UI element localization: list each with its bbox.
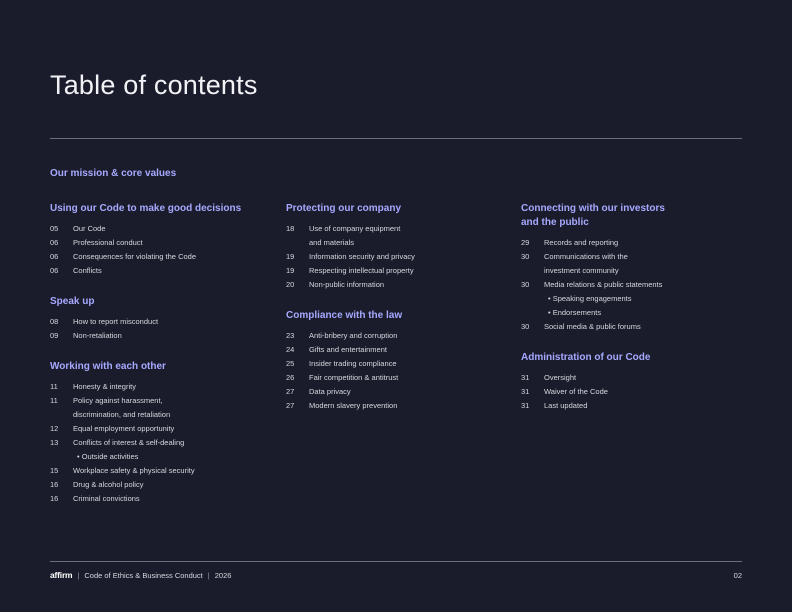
toc-section bbox=[521, 202, 736, 334]
entry-title: Workplace safety & physical security bbox=[73, 466, 195, 475]
toc-section bbox=[286, 309, 501, 413]
toc-subentry[interactable]: • Speaking engagements bbox=[548, 294, 632, 303]
page-number-label: 31 bbox=[521, 401, 530, 410]
toc-section bbox=[50, 202, 265, 278]
toc-entry[interactable] bbox=[521, 250, 736, 264]
document-name: Code of Ethics & Business Conduct bbox=[84, 570, 203, 580]
page-number-label: 30 bbox=[521, 322, 530, 331]
page-number-label: 16 bbox=[50, 480, 59, 489]
section-heading-text: Working with each other bbox=[50, 361, 166, 372]
page-number-label: 29 bbox=[521, 238, 530, 247]
entry-title: Records and reporting bbox=[544, 238, 619, 247]
entry-title: Media relations & public statements bbox=[544, 280, 663, 289]
toc-entry[interactable] bbox=[286, 343, 501, 357]
toc-entry[interactable] bbox=[286, 264, 501, 278]
entry-title: Conflicts of interest & self-dealing bbox=[73, 438, 185, 447]
entry-title: discrimination, and retaliation bbox=[73, 410, 171, 419]
page-number-label: 30 bbox=[521, 252, 530, 261]
section-heading[interactable] bbox=[521, 351, 736, 365]
page-number-label: 31 bbox=[521, 387, 530, 396]
section-heading[interactable] bbox=[50, 360, 265, 374]
page-number-label: 24 bbox=[286, 345, 295, 354]
page-number-label: 20 bbox=[286, 280, 295, 289]
toc-entry[interactable] bbox=[286, 385, 501, 399]
page-number-label: 08 bbox=[50, 317, 59, 326]
page-number-label: 06 bbox=[50, 252, 59, 261]
entry-title: Criminal convictions bbox=[73, 494, 140, 503]
toc-entry-continued[interactable] bbox=[521, 264, 736, 278]
page-number-label: 27 bbox=[286, 387, 295, 396]
section-heading[interactable] bbox=[286, 309, 501, 323]
toc-entry[interactable] bbox=[286, 329, 501, 343]
entry-title: Gifts and entertainment bbox=[309, 345, 387, 354]
toc-entry[interactable] bbox=[50, 222, 265, 236]
page-number-label: 25 bbox=[286, 359, 295, 368]
entry-title: Fair competition & antitrust bbox=[309, 373, 399, 382]
toc-entry[interactable] bbox=[521, 278, 736, 292]
entry-title: Non-retaliation bbox=[73, 331, 122, 340]
page-number-label: 16 bbox=[50, 494, 59, 503]
entry-title: Waiver of the Code bbox=[544, 387, 608, 396]
footer-separator: | bbox=[77, 570, 80, 580]
page-number-label: 23 bbox=[286, 331, 295, 340]
section-heading[interactable] bbox=[521, 202, 736, 230]
toc-entry[interactable] bbox=[286, 371, 501, 385]
entry-title: Drug & alcohol policy bbox=[73, 480, 144, 489]
toc-entry-continued[interactable] bbox=[286, 236, 501, 250]
entry-title: Honesty & integrity bbox=[73, 382, 136, 391]
toc-entry[interactable] bbox=[50, 492, 265, 506]
section-heading[interactable] bbox=[286, 202, 501, 216]
toc-entry[interactable] bbox=[286, 357, 501, 371]
toc-entry[interactable] bbox=[50, 464, 265, 478]
toc-section bbox=[286, 202, 501, 292]
toc-section bbox=[50, 295, 265, 343]
page-number-label: 18 bbox=[286, 224, 295, 233]
toc-entry[interactable] bbox=[50, 380, 265, 394]
entry-title: Communications with the bbox=[544, 252, 628, 261]
page-number-label: 19 bbox=[286, 252, 295, 261]
toc-entry-continued[interactable] bbox=[50, 408, 265, 422]
entry-title: Last updated bbox=[544, 401, 588, 410]
entry-title: Information security and privacy bbox=[309, 252, 415, 261]
toc-entry[interactable] bbox=[286, 399, 501, 413]
page-number-label: 06 bbox=[50, 266, 59, 275]
entry-title: Oversight bbox=[544, 373, 577, 382]
entry-title: Respecting intellectual property bbox=[309, 266, 414, 275]
page-number: 02 bbox=[733, 570, 742, 580]
page-title: Table of contents bbox=[50, 70, 258, 100]
affirm-logo: affirm bbox=[50, 570, 73, 580]
toc-section bbox=[50, 360, 265, 506]
entry-title: Insider trading compliance bbox=[309, 359, 397, 368]
entry-title: Policy against harassment, bbox=[73, 396, 163, 405]
toc-entry[interactable] bbox=[521, 320, 736, 334]
toc-entry[interactable] bbox=[50, 236, 265, 250]
entry-title: Modern slavery prevention bbox=[309, 401, 398, 410]
toc-entry[interactable] bbox=[286, 278, 501, 292]
page-number-label: 11 bbox=[50, 396, 58, 405]
toc-entry[interactable] bbox=[521, 371, 736, 385]
footer-separator: | bbox=[207, 570, 210, 580]
toc-subentry[interactable]: • Outside activities bbox=[77, 452, 139, 461]
page-number-label: 26 bbox=[286, 373, 295, 382]
page-number-label: 27 bbox=[286, 401, 295, 410]
toc-entry[interactable] bbox=[50, 436, 265, 450]
entry-title: Data privacy bbox=[309, 387, 351, 396]
entry-title: How to report misconduct bbox=[73, 317, 159, 326]
section-heading-text: Protecting our company bbox=[286, 203, 402, 214]
page-number-spacer bbox=[50, 408, 73, 422]
page-number-label: 31 bbox=[521, 373, 530, 382]
section-heading[interactable] bbox=[50, 295, 265, 309]
section-heading-text: Speak up bbox=[50, 296, 95, 307]
page-number-label: 15 bbox=[50, 466, 59, 475]
section-heading-text: and the public bbox=[521, 217, 589, 228]
toc-entry[interactable] bbox=[50, 264, 265, 278]
entry-title: Use of company equipment bbox=[309, 224, 401, 233]
entry-title: Social media & public forums bbox=[544, 322, 641, 331]
page-number-label: 13 bbox=[50, 438, 59, 447]
toc-entry[interactable] bbox=[50, 250, 265, 264]
toc-entry[interactable] bbox=[50, 422, 265, 436]
entry-title: and materials bbox=[309, 238, 355, 247]
page-number-label: 12 bbox=[50, 424, 59, 433]
section-heading-text: Using our Code to make good decisions bbox=[50, 203, 242, 214]
page-number-label: 06 bbox=[50, 238, 59, 247]
entry-title: Consequences for violating the Code bbox=[73, 252, 196, 261]
entry-title: Anti-bribery and corruption bbox=[309, 331, 398, 340]
section-heading[interactable] bbox=[50, 202, 265, 216]
toc-subentry[interactable]: • Endorsements bbox=[548, 308, 602, 317]
entry-title: Non-public information bbox=[309, 280, 385, 289]
page-number-label: 11 bbox=[50, 382, 58, 391]
toc-entry[interactable] bbox=[521, 399, 736, 413]
page-number-label: 05 bbox=[50, 224, 59, 233]
footer-divider bbox=[50, 561, 742, 562]
page-number-label: 19 bbox=[286, 266, 295, 275]
footer bbox=[50, 570, 742, 580]
toc-entry[interactable] bbox=[50, 329, 265, 343]
toc-entry[interactable] bbox=[50, 315, 265, 329]
header-divider bbox=[50, 138, 742, 139]
toc-column-2 bbox=[286, 202, 501, 430]
page-number-label: 30 bbox=[521, 280, 530, 289]
entry-title: Professional conduct bbox=[73, 238, 143, 247]
page-number-spacer bbox=[286, 236, 309, 250]
entry-title: Our Code bbox=[73, 224, 106, 233]
toc-column-3 bbox=[521, 202, 736, 430]
section-heading-text: Administration of our Code bbox=[521, 352, 651, 363]
toc-entry[interactable] bbox=[521, 236, 736, 250]
document-year: 2026 bbox=[214, 570, 232, 580]
toc-entry[interactable] bbox=[286, 250, 501, 264]
section-heading-text: Compliance with the law bbox=[286, 310, 403, 321]
toc-entry[interactable] bbox=[50, 478, 265, 492]
section-heading-text: Connecting with our investors bbox=[521, 203, 665, 214]
page-number-spacer bbox=[521, 264, 544, 278]
toc-column-1 bbox=[50, 202, 265, 523]
page-number-label: 09 bbox=[50, 331, 59, 340]
entry-title: Conflicts bbox=[73, 266, 102, 275]
entry-title: investment community bbox=[544, 266, 619, 275]
toc-link-mission[interactable]: Our mission & core values bbox=[50, 168, 177, 179]
toc-entry[interactable] bbox=[521, 385, 736, 399]
toc-entry[interactable] bbox=[286, 222, 501, 236]
entry-title: Equal employment opportunity bbox=[73, 424, 175, 433]
toc-entry[interactable] bbox=[50, 394, 265, 408]
toc-section bbox=[521, 351, 736, 413]
